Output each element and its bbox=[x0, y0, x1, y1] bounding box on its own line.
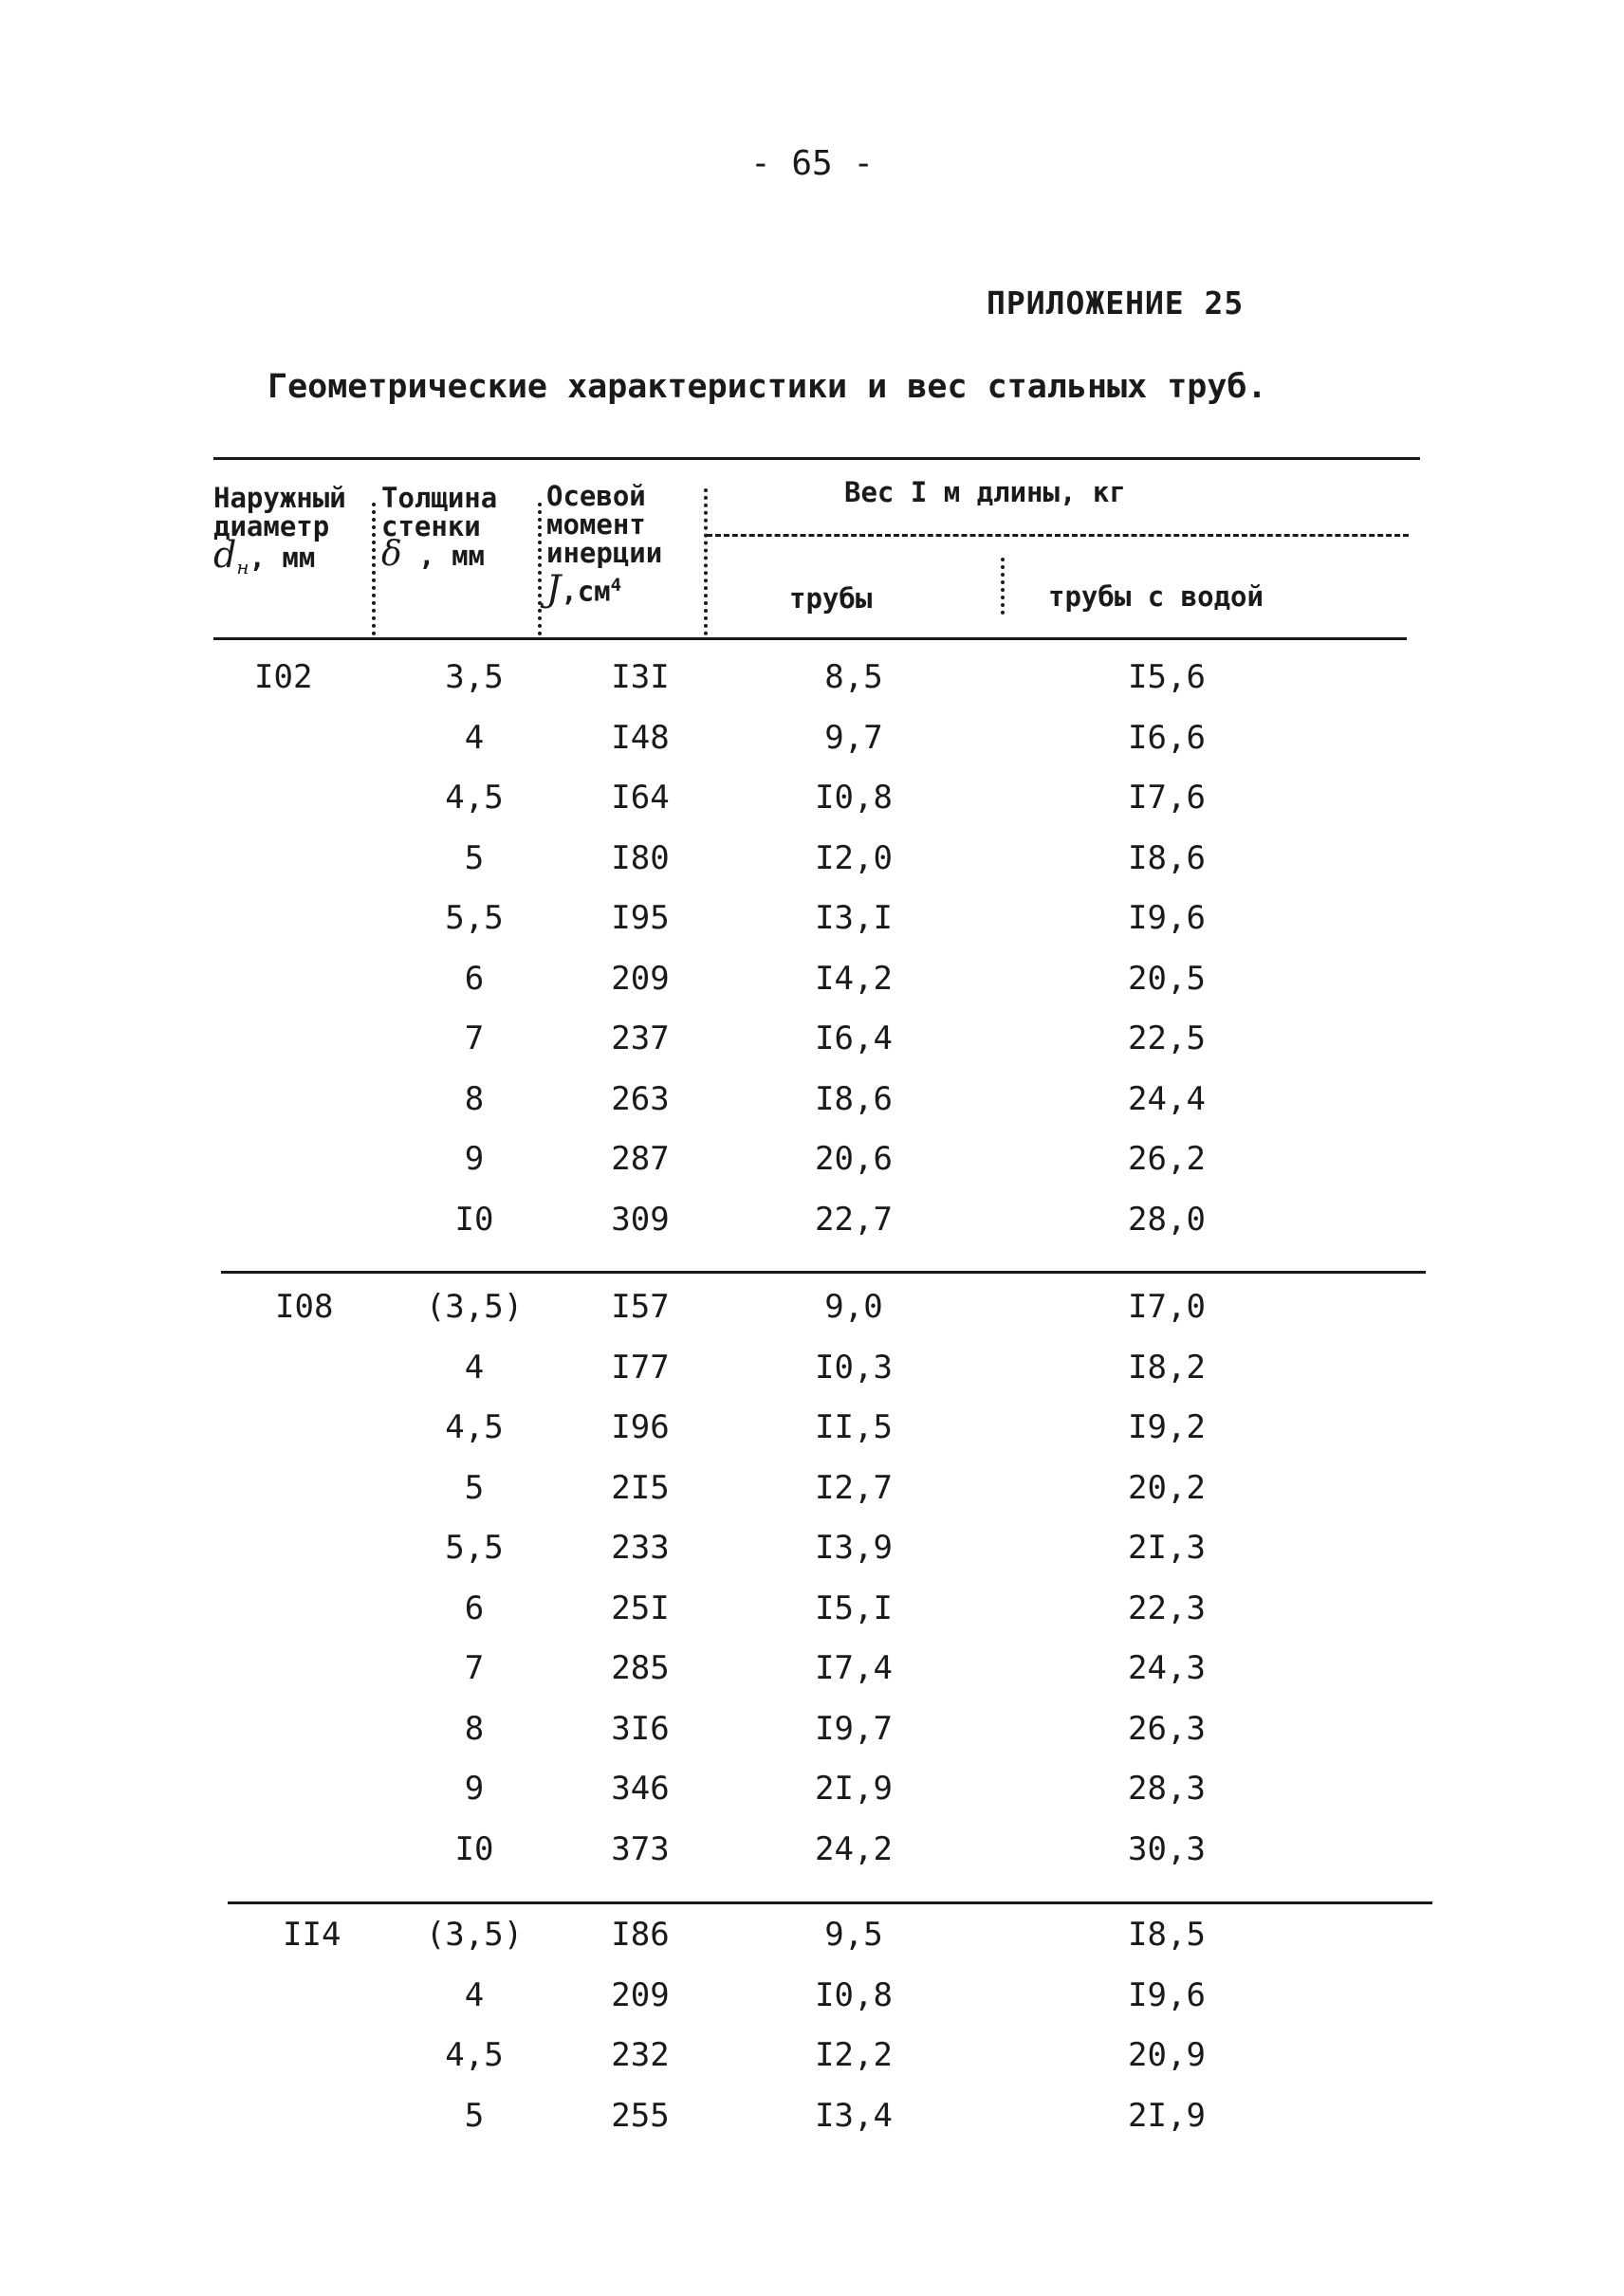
header-separator bbox=[1001, 558, 1005, 615]
pipe-with-water-weight-cell: 22,5 bbox=[1128, 1019, 1206, 1057]
wall-thickness-cell: 9 bbox=[464, 1140, 485, 1178]
pipe-with-water-weight-cell: 28,3 bbox=[1128, 1770, 1206, 1808]
header-separator bbox=[372, 503, 376, 635]
pipe-with-water-weight-cell: 20,2 bbox=[1128, 1468, 1206, 1507]
moment-of-inertia-cell: 233 bbox=[611, 1529, 670, 1567]
moment-of-inertia-cell: I3I bbox=[611, 658, 670, 696]
wall-thickness-cell: 4,5 bbox=[445, 779, 504, 817]
moment-of-inertia-cell: 346 bbox=[611, 1770, 670, 1808]
pipe-weight-cell: I7,4 bbox=[815, 1649, 893, 1687]
pipe-weight-cell: I3,I bbox=[815, 899, 893, 937]
pipe-weight-cell: I0,8 bbox=[815, 1975, 893, 2014]
pipe-with-water-weight-cell: 2I,9 bbox=[1128, 2096, 1206, 2135]
pipe-weight-cell: 9,5 bbox=[824, 1916, 883, 1954]
wall-thickness-cell: 8 bbox=[464, 1079, 485, 1118]
moment-of-inertia-cell: I80 bbox=[611, 838, 670, 877]
wall-thickness-cell: 5 bbox=[464, 838, 485, 877]
pipe-weight-cell: I2,0 bbox=[815, 838, 893, 877]
wall-thickness-cell: 5 bbox=[464, 2096, 485, 2135]
weight-subheader-rule bbox=[707, 534, 1409, 537]
moment-of-inertia-cell: 3I6 bbox=[611, 1709, 670, 1748]
moment-of-inertia-cell: 237 bbox=[611, 1019, 670, 1057]
pipe-weight-cell: I0,3 bbox=[815, 1348, 893, 1387]
pipe-with-water-weight-cell: 30,3 bbox=[1128, 1829, 1206, 1868]
moment-of-inertia-cell: 209 bbox=[611, 1975, 670, 2014]
pipe-with-water-weight-cell: I7,6 bbox=[1128, 779, 1206, 817]
header-diameter: Наружный диаметр $d_н$, мм bbox=[213, 482, 346, 579]
wall-thickness-cell: 4,5 bbox=[445, 2036, 504, 2074]
pipe-weight-cell: II,5 bbox=[815, 1408, 893, 1446]
moment-of-inertia-cell: I57 bbox=[611, 1288, 670, 1326]
pipe-weight-cell: I3,4 bbox=[815, 2096, 893, 2135]
appendix-label: ПРИЛОЖЕНИЕ 25 bbox=[987, 285, 1245, 321]
pipe-with-water-weight-cell: 26,2 bbox=[1128, 1140, 1206, 1178]
pipe-with-water-weight-cell: I6,6 bbox=[1128, 718, 1206, 757]
header-top-rule bbox=[213, 457, 1420, 460]
pipe-weight-cell: I0,8 bbox=[815, 779, 893, 817]
wall-thickness-cell: 9 bbox=[464, 1770, 485, 1808]
pipe-with-water-weight-cell: I8,6 bbox=[1128, 838, 1206, 877]
header-weight-group: Вес I м длины, кг bbox=[844, 476, 1126, 508]
moment-of-inertia-cell: I95 bbox=[611, 899, 670, 937]
pipe-weight-cell: I6,4 bbox=[815, 1019, 893, 1057]
moment-of-inertia-cell: 309 bbox=[611, 1200, 670, 1239]
pipe-weight-cell: I2,2 bbox=[815, 2036, 893, 2074]
pipe-weight-cell: 9,0 bbox=[824, 1288, 883, 1326]
moment-of-inertia-cell: I48 bbox=[611, 718, 670, 757]
moment-of-inertia-cell: I77 bbox=[611, 1348, 670, 1387]
group-separator-rule bbox=[228, 1901, 1432, 1904]
pipe-with-water-weight-cell: I8,5 bbox=[1128, 1916, 1206, 1954]
table-title: Геометрические характеристики и вес стальных труб. bbox=[268, 368, 1267, 406]
pipe-weight-cell: 22,7 bbox=[815, 1200, 893, 1239]
header-separator bbox=[538, 503, 542, 635]
wall-thickness-cell: 3,5 bbox=[445, 658, 504, 696]
pipe-with-water-weight-cell: I9,6 bbox=[1128, 899, 1206, 937]
page-number: - 65 - bbox=[749, 144, 875, 183]
wall-thickness-cell: I0 bbox=[454, 1829, 494, 1868]
wall-thickness-cell: I0 bbox=[454, 1200, 494, 1239]
pipe-with-water-weight-cell: 20,5 bbox=[1128, 959, 1206, 998]
wall-thickness-cell: 6 bbox=[464, 959, 485, 998]
pipe-weight-cell: 9,7 bbox=[824, 718, 883, 757]
header-separator bbox=[704, 488, 708, 635]
wall-thickness-cell: 7 bbox=[464, 1019, 485, 1057]
moment-of-inertia-cell: I86 bbox=[611, 1916, 670, 1954]
pipe-with-water-weight-cell: I9,2 bbox=[1128, 1408, 1206, 1446]
moment-of-inertia-cell: 2I5 bbox=[611, 1468, 670, 1507]
pipe-with-water-weight-cell: 26,3 bbox=[1128, 1709, 1206, 1748]
pipe-with-water-weight-cell: I5,6 bbox=[1128, 658, 1206, 696]
pipe-weight-cell: I5,I bbox=[815, 1589, 893, 1627]
pipe-weight-cell: I2,7 bbox=[815, 1468, 893, 1507]
header-bottom-rule bbox=[213, 637, 1407, 640]
wall-thickness-cell: 6 bbox=[464, 1589, 485, 1627]
pipe-weight-cell: I4,2 bbox=[815, 959, 893, 998]
moment-of-inertia-cell: 285 bbox=[611, 1649, 670, 1687]
pipe-with-water-weight-cell: 24,3 bbox=[1128, 1649, 1206, 1687]
moment-of-inertia-cell: I64 bbox=[611, 779, 670, 817]
moment-of-inertia-cell: 255 bbox=[611, 2096, 670, 2135]
pipe-weight-cell: I3,9 bbox=[815, 1529, 893, 1567]
pipe-with-water-weight-cell: 24,4 bbox=[1128, 1079, 1206, 1118]
moment-of-inertia-cell: 209 bbox=[611, 959, 670, 998]
wall-thickness-cell: 4 bbox=[464, 1348, 485, 1387]
pipe-with-water-weight-cell: I8,2 bbox=[1128, 1348, 1206, 1387]
moment-of-inertia-cell: 263 bbox=[611, 1079, 670, 1118]
wall-thickness-cell: (3,5) bbox=[425, 1916, 524, 1954]
pipe-weight-cell: 8,5 bbox=[824, 658, 883, 696]
moment-of-inertia-cell: I96 bbox=[611, 1408, 670, 1446]
pipe-with-water-weight-cell: 22,3 bbox=[1128, 1589, 1206, 1627]
pipe-weight-cell: I8,6 bbox=[815, 1079, 893, 1118]
outer-diameter-cell: I02 bbox=[254, 658, 313, 696]
group-separator-rule bbox=[221, 1271, 1426, 1274]
header-weight-pipe: трубы bbox=[789, 582, 873, 615]
header-thickness: Толщина стенки δ , мм bbox=[381, 482, 498, 574]
moment-of-inertia-cell: 373 bbox=[611, 1829, 670, 1868]
pipe-weight-cell: 2I,9 bbox=[815, 1770, 893, 1808]
pipe-with-water-weight-cell: 20,9 bbox=[1128, 2036, 1206, 2074]
outer-diameter-cell: I08 bbox=[275, 1288, 334, 1326]
wall-thickness-cell: 7 bbox=[464, 1649, 485, 1687]
outer-diameter-cell: II4 bbox=[283, 1916, 341, 1954]
moment-of-inertia-cell: 232 bbox=[611, 2036, 670, 2074]
header-weight-pipe-water: трубы с водой bbox=[1048, 580, 1264, 613]
pipe-weight-cell: 20,6 bbox=[815, 1140, 893, 1178]
wall-thickness-cell: 5,5 bbox=[445, 1529, 504, 1567]
moment-of-inertia-cell: 25I bbox=[611, 1589, 670, 1627]
pipe-with-water-weight-cell: I7,0 bbox=[1128, 1288, 1206, 1326]
pipe-weight-cell: 24,2 bbox=[815, 1829, 893, 1868]
wall-thickness-cell: 4 bbox=[464, 1975, 485, 2014]
pipe-weight-cell: I9,7 bbox=[815, 1709, 893, 1748]
wall-thickness-cell: 4 bbox=[464, 718, 485, 757]
pipe-with-water-weight-cell: I9,6 bbox=[1128, 1975, 1206, 2014]
wall-thickness-cell: 4,5 bbox=[445, 1408, 504, 1446]
moment-of-inertia-cell: 287 bbox=[611, 1140, 670, 1178]
pipe-with-water-weight-cell: 28,0 bbox=[1128, 1200, 1206, 1239]
wall-thickness-cell: (3,5) bbox=[425, 1288, 524, 1326]
wall-thickness-cell: 8 bbox=[464, 1709, 485, 1748]
wall-thickness-cell: 5,5 bbox=[445, 899, 504, 937]
header-inertia: Осевой момент инерции $J,см^4$ bbox=[546, 480, 663, 610]
wall-thickness-cell: 5 bbox=[464, 1468, 485, 1507]
pipe-with-water-weight-cell: 2I,3 bbox=[1128, 1529, 1206, 1567]
